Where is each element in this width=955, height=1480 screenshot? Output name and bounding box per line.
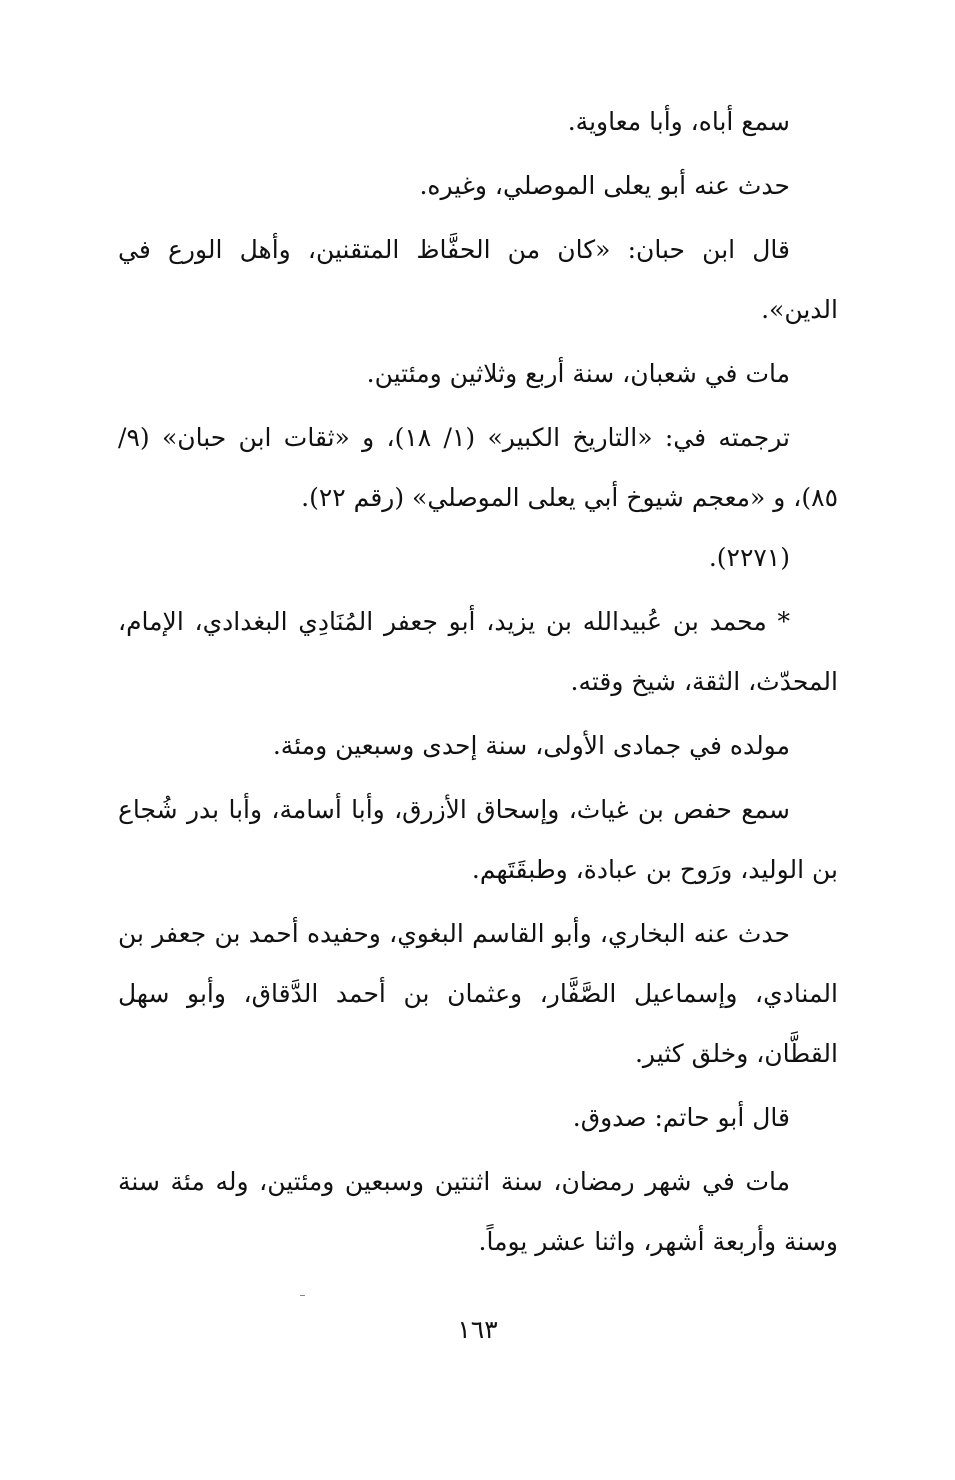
paragraph-entry-heading: * محمد بن عُبيدالله بن يزيد، أبو جعفر المُنَادِي البغدادي، الإمام، المحدّث، الثقة، شيخ وقته. xyxy=(118,607,838,696)
scan-mark xyxy=(300,1295,305,1296)
paragraph-references: ترجمته في: «التاريخ الكبير» (١/ ١٨)، و «ثقات ابن حبان» (٩/ ٨٥)، و «معجم شيوخ أبي يعلى الموصلي» (رقم ٢٢). xyxy=(118,423,838,512)
paragraph-heard-from: سمع أباه، وأبا معاوية. xyxy=(567,107,790,136)
paragraph-death-date: مات في شهر رمضان، سنة اثنتين وسبعين ومئتين، وله مئة سنة وسنة وأربعة أشهر، واثنا عشر يوماً. xyxy=(118,1167,838,1256)
paragraph-teachers: سمع حفص بن غياث، وإسحاق الأزرق، وأبا أسامة، وأبا بدر شُجاع بن الوليد، ورَوح بن عبادة، وطبقَتَهم. xyxy=(118,795,838,884)
main-text xyxy=(118,92,838,1272)
paragraph-birth: مولده في جمادى الأولى، سنة إحدى وسبعين ومئة. xyxy=(272,731,790,760)
paragraph-students: حدث عنه البخاري، وأبو القاسم البغوي، وحفيده أحمد بن جعفر بن المنادي، وإسماعيل الصَّفَّار، وعثمان بن أحمد الدَّقاق، وأبو سهل القطَّان، وخلق كثير. xyxy=(118,919,838,1068)
paragraph-narrated-by: حدث عنه أبو يعلى الموصلي، وغيره. xyxy=(419,171,790,200)
paragraph-entry-number: (٢٢٧١). xyxy=(708,543,790,572)
page-number: ١٦٣ xyxy=(457,1315,498,1344)
paragraph-ibn-hibban-quote: قال ابن حبان: «كان من الحفَّاظ المتقنين، وأهل الورع في الدين». xyxy=(118,235,838,324)
paragraph-abu-hatim: قال أبو حاتم: صدوق. xyxy=(572,1103,790,1132)
paragraph-death: مات في شعبان، سنة أربع وثلاثين ومئتين. xyxy=(366,359,790,388)
